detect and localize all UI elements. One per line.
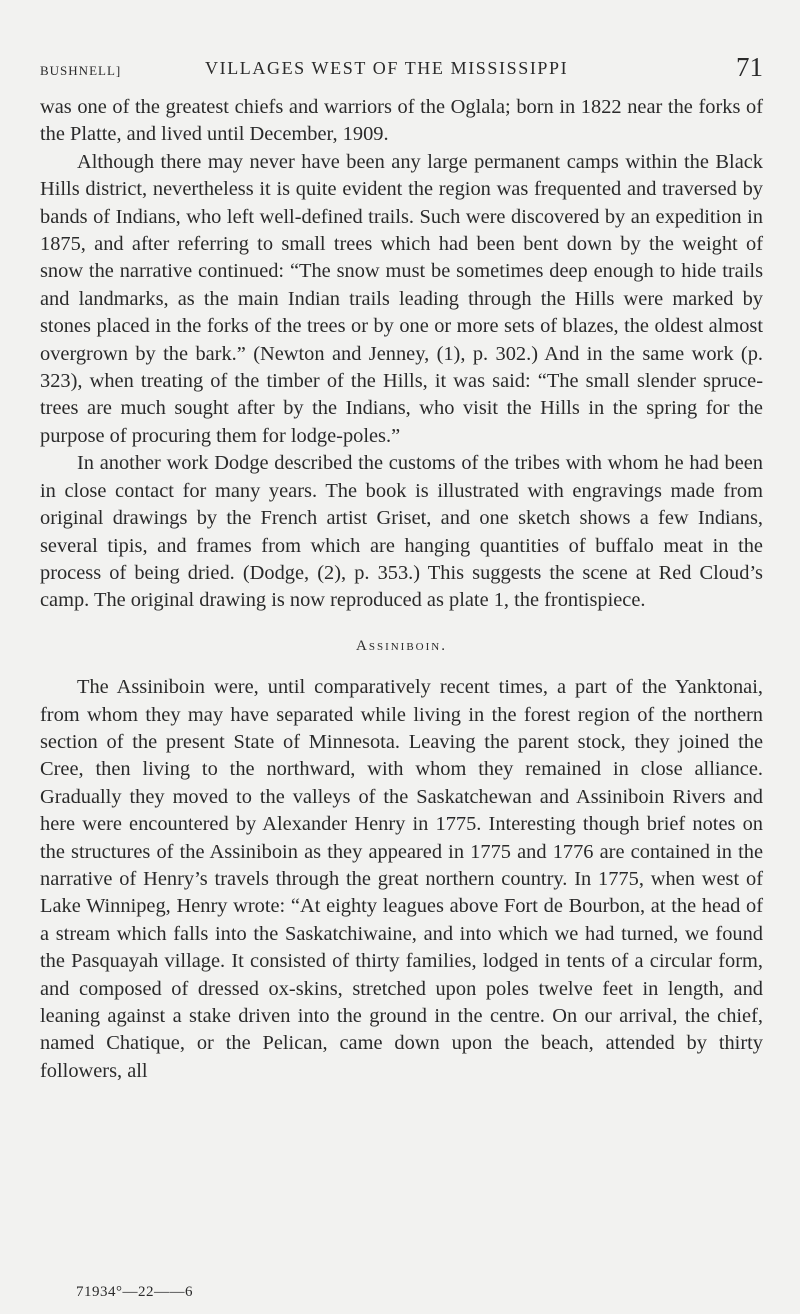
signature-mark: 71934°—22——6 bbox=[76, 1284, 193, 1300]
page-number: 71 bbox=[736, 52, 763, 82]
running-head bbox=[40, 52, 763, 84]
paragraph-4: The Assiniboin were, until comparatively recent times, a part of the Yanktonai, from whom they may have separated while living in the forest region of the northern section of the present State of Minnesota. Leaving the parent stock, they joined the Cree, then living to the northward, with whom they remained in close alliance. Gradually they moved to the valleys of the Saskatchewan and Assiniboin Rivers and here were encountered by Alexander Henry in 1775. Interesting though brief notes on the structures of the Assiniboin as they appeared in 1775 and 1776 are contained in the narrative of Henry’s travels through the great northern country. In 1775, when west of Lake Winnipeg, Henry wrote: “At eighty leagues above Fort de Bourbon, at the head of a stream which falls into the Saskatchiwaine, and into which we had turned, we found the Pasquayah village. It consisted of thirty families, lodged in tents of a circular form, and composed of dressed ox-skins, stretched upon poles twelve feet in length, and leaning against a stake driven into the ground in the centre. On our arrival, the chief, named Chatique, or the Pelican, came down upon the beach, attended by thirty followers, all bbox=[40, 676, 763, 1082]
body-text bbox=[40, 94, 763, 1085]
paragraph-3: In another work Dodge described the customs of the tribes with whom he had been in close contact for many years. The book is illustrated with engravings made from original drawings by the French artist Griset, and one sketch shows a few Indians, several tipis, and frames from which are hanging quantities of buffalo meat in the process of being dried. (Dodge, (2), p. 353.) This suggests the scene at Red Cloud’s camp. The original drawing is now reproduced as plate 1, the frontispiece. bbox=[40, 452, 763, 612]
section-heading: Assiniboin. bbox=[356, 637, 447, 654]
running-head-title: VILLAGES WEST OF THE MISSISSIPPI bbox=[205, 58, 569, 78]
running-head-author: BUSHNELL] bbox=[40, 63, 122, 78]
paragraph-1: was one of the greatest chiefs and warriors of the Oglala; born in 1822 near the forks of the Platte, and lived until December, 1909. bbox=[40, 96, 763, 146]
paragraph-2: Although there may never have been any large permanent camps within the Black Hills district, nevertheless it is quite evident the region was frequented and traversed by bands of Indians, who left well-defined trails. Such were discovered by an expedition in 1875, and after referring to small trees which had been bent down by the weight of snow the narrative continued: “The snow must be sometimes deep enough to hide trails and landmarks, as the main Indian trails leading through the Hills were marked by stones placed in the forks of the trees or by one or more sets of blazes, the oldest almost overgrown by the bark.” (Newton and Jenney, (1), p. 302.) And in the same work (p. 323), when treating of the timber of the Hills, it was said: “The small slender spruce-trees are much sought after by the Indians, who visit the Hills in the spring for the purpose of procuring them for lodge-poles.” bbox=[40, 150, 763, 447]
